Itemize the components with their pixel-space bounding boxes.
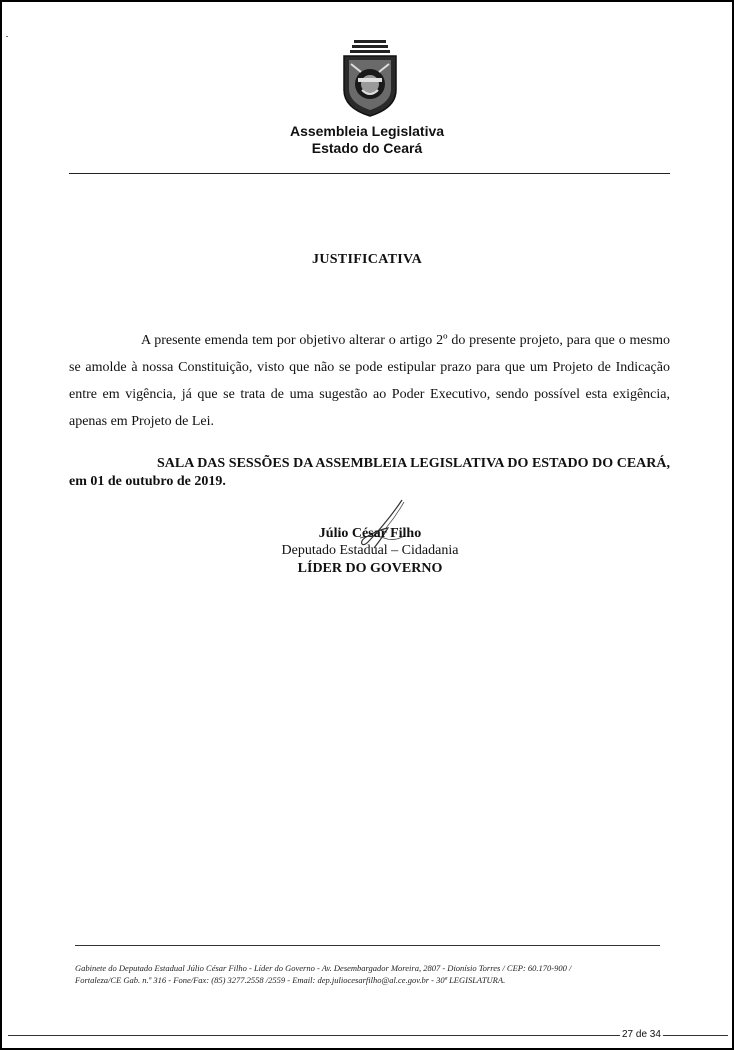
signatory-name: Júlio César Filho: [318, 526, 422, 541]
header-divider: [69, 173, 670, 174]
scan-border-top: [0, 0, 734, 2]
signatory-title: LÍDER DO GOVERNO: [297, 561, 443, 576]
document-title: JUSTIFICATIVA: [312, 252, 422, 267]
justification-paragraph: A presente emenda tem por objetivo alterar o artigo 2º do presente projeto, para que o mesmo se amolde à nossa Constituição, visto que não se pode estipular prazo para que um Projeto de Indicação entre em vigência, já que se trata de uma sugestão ao Poder Executivo, sendo possível esta exigência, apenas em Projeto de Lei.: [69, 333, 670, 429]
page-number: 27 de 34: [622, 1029, 661, 1040]
scan-border-left: [0, 0, 2, 1050]
footer-line2: Fortaleza/CE Gab. n.º 316 - Fone/Fax: (85) 3277.2558 /2559 - Email: dep.juliocesarfilho@al.ce.gov.br - 30ª LEGISLATURA.: [75, 975, 506, 985]
scan-speck: [6, 36, 8, 37]
org-name-line1: Assembleia Legislativa: [289, 123, 445, 139]
footer-line1: Gabinete do Deputado Estadual Júlio César Filho - Líder do Governo - Av. Desembargador Moreira, 2807 - Dionísio Torres / CEP: 60.170-900 /: [75, 963, 572, 973]
signatory-role: Deputado Estadual – Cidadania: [281, 543, 459, 558]
footer-address: [75, 962, 675, 986]
org-name-line2: Estado do Ceará: [311, 140, 423, 156]
footer-divider: [75, 945, 660, 946]
coat-of-arms-icon: [336, 38, 404, 118]
closing-statement: SALA DAS SESSÕES DA ASSEMBLEIA LEGISLATIVA DO ESTADO DO CEARÁ, em 01 de outubro de 2019.: [69, 456, 670, 489]
